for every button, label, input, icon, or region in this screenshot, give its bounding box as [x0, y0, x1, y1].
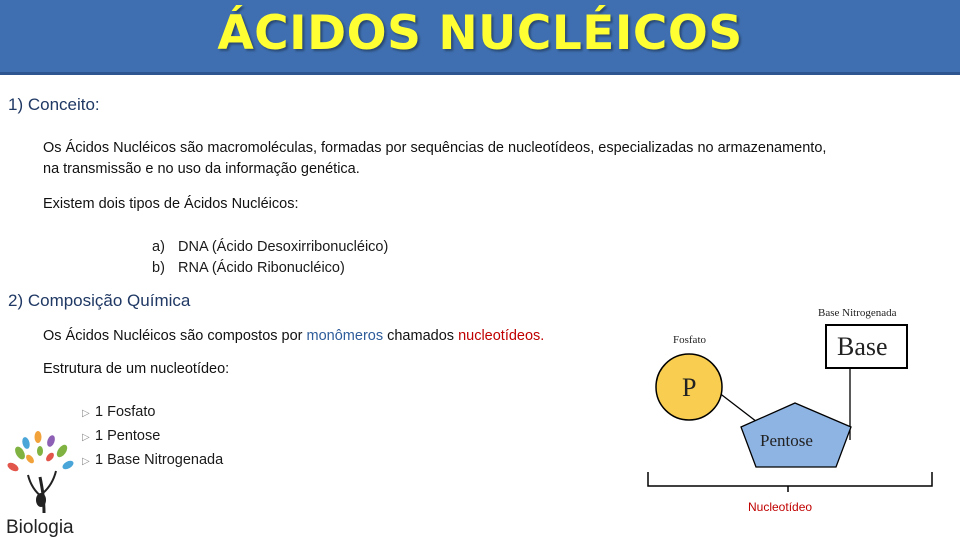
base-text: Base [837, 332, 888, 361]
arrow-bullet-icon: ▷ [82, 456, 90, 467]
base-label: Base Nitrogenada [818, 307, 897, 319]
nucleotide-label: Nucleotídeo [748, 500, 813, 514]
concept-line-1: Os Ácidos Nucléicos são macromoléculas, formadas por sequências de nucleotídeos, especializadas no armazenamento, [43, 140, 827, 156]
section-2-title: 2) Composição Química [8, 291, 191, 310]
list-item-text: DNA (Ácido Desoxirribonucléico) [178, 239, 389, 255]
pentose-text: Pentose [760, 431, 813, 450]
nucleotide-brace [648, 472, 932, 492]
nucleotides-term: nucleotídeos. [458, 328, 545, 344]
structure-intro: Estrutura de um nucleotídeo: [43, 361, 230, 377]
list-item-text: RNA (Ácido Ribonucléico) [178, 260, 345, 276]
list-marker: a) [152, 239, 165, 255]
arrow-bullet-icon: ▷ [82, 408, 90, 419]
tree-icon [6, 431, 75, 513]
logo-text: Biologia [6, 517, 74, 538]
phosphate-label: Fosfato [673, 334, 706, 346]
arrow-bullet-icon: ▷ [82, 432, 90, 443]
biologia-logo [0, 425, 90, 540]
concept-line-2: na transmissão e no uso da informação genética. [43, 161, 360, 177]
section-1-title: 1) Conceito: [8, 95, 100, 114]
phosphate-symbol: P [682, 373, 697, 402]
list-marker: b) [152, 260, 165, 276]
types-intro: Existem dois tipos de Ácidos Nucléicos: [43, 196, 299, 212]
monomers-term: monômeros [306, 328, 384, 344]
composition-prefix: Os Ácidos Nucléicos são compostos por [43, 328, 307, 344]
page-title: ÁCIDOS NUCLÉICOS [217, 6, 743, 61]
composition-middle: chamados [383, 328, 459, 344]
list-item-text: 1 Base Nitrogenada [95, 452, 224, 468]
list-item-text: 1 Fosfato [95, 404, 156, 420]
list-item-text: 1 Pentose [95, 428, 161, 444]
